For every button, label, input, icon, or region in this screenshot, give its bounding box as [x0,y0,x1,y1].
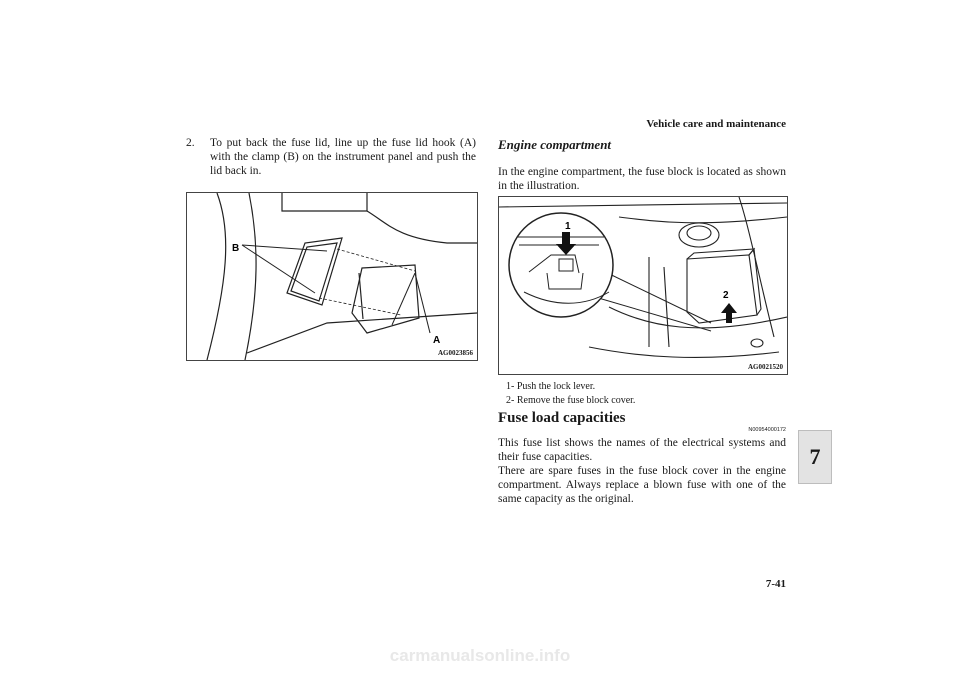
fuse-lid-figure [186,192,478,361]
step-number: 2. [186,137,195,149]
caption-2: 2- Remove the fuse block cover. [506,395,636,406]
caption-1: 1- Push the lock lever. [506,381,596,392]
engine-compartment-illustration [499,197,787,374]
label-b: B [232,243,240,254]
watermark: carmanualsonline.info [389,646,571,665]
running-header: Vehicle care and maintenance [646,118,786,130]
subheading-code: N00954000172 [748,427,786,433]
step-2 [186,136,476,178]
section-title: Engine compartment [498,137,612,152]
figure-code: AG0023856 [438,349,473,357]
step-text: To put back the fuse lid, line up the fuse lid hook (A) with the clamp (B) on the instrument panel and push the lid back in. [210,137,476,177]
page-number: 7-41 [765,578,786,590]
label-1: 1 [565,221,571,232]
paragraph-2: There are spare fuses in the fuse block cover in the engine compartment. Always replace a blown fuse with one of the same capacity as the original. [498,465,786,505]
chapter-tab-number: 7 [809,444,821,469]
body-paragraphs [498,436,786,506]
figure-code: AG0021520 [748,363,783,371]
label-a: A [433,335,441,346]
subheading: Fuse load capacities [498,410,626,426]
chapter-tab [798,430,832,484]
intro-text: In the engine compartment, the fuse block is located as shown in the illustration. [498,166,786,192]
engine-compartment-figure [498,196,788,375]
fuse-lid-illustration [187,193,477,360]
paragraph-1: This fuse list shows the names of the electrical systems and their fuse capacities. [498,437,786,463]
label-2: 2 [723,290,729,301]
